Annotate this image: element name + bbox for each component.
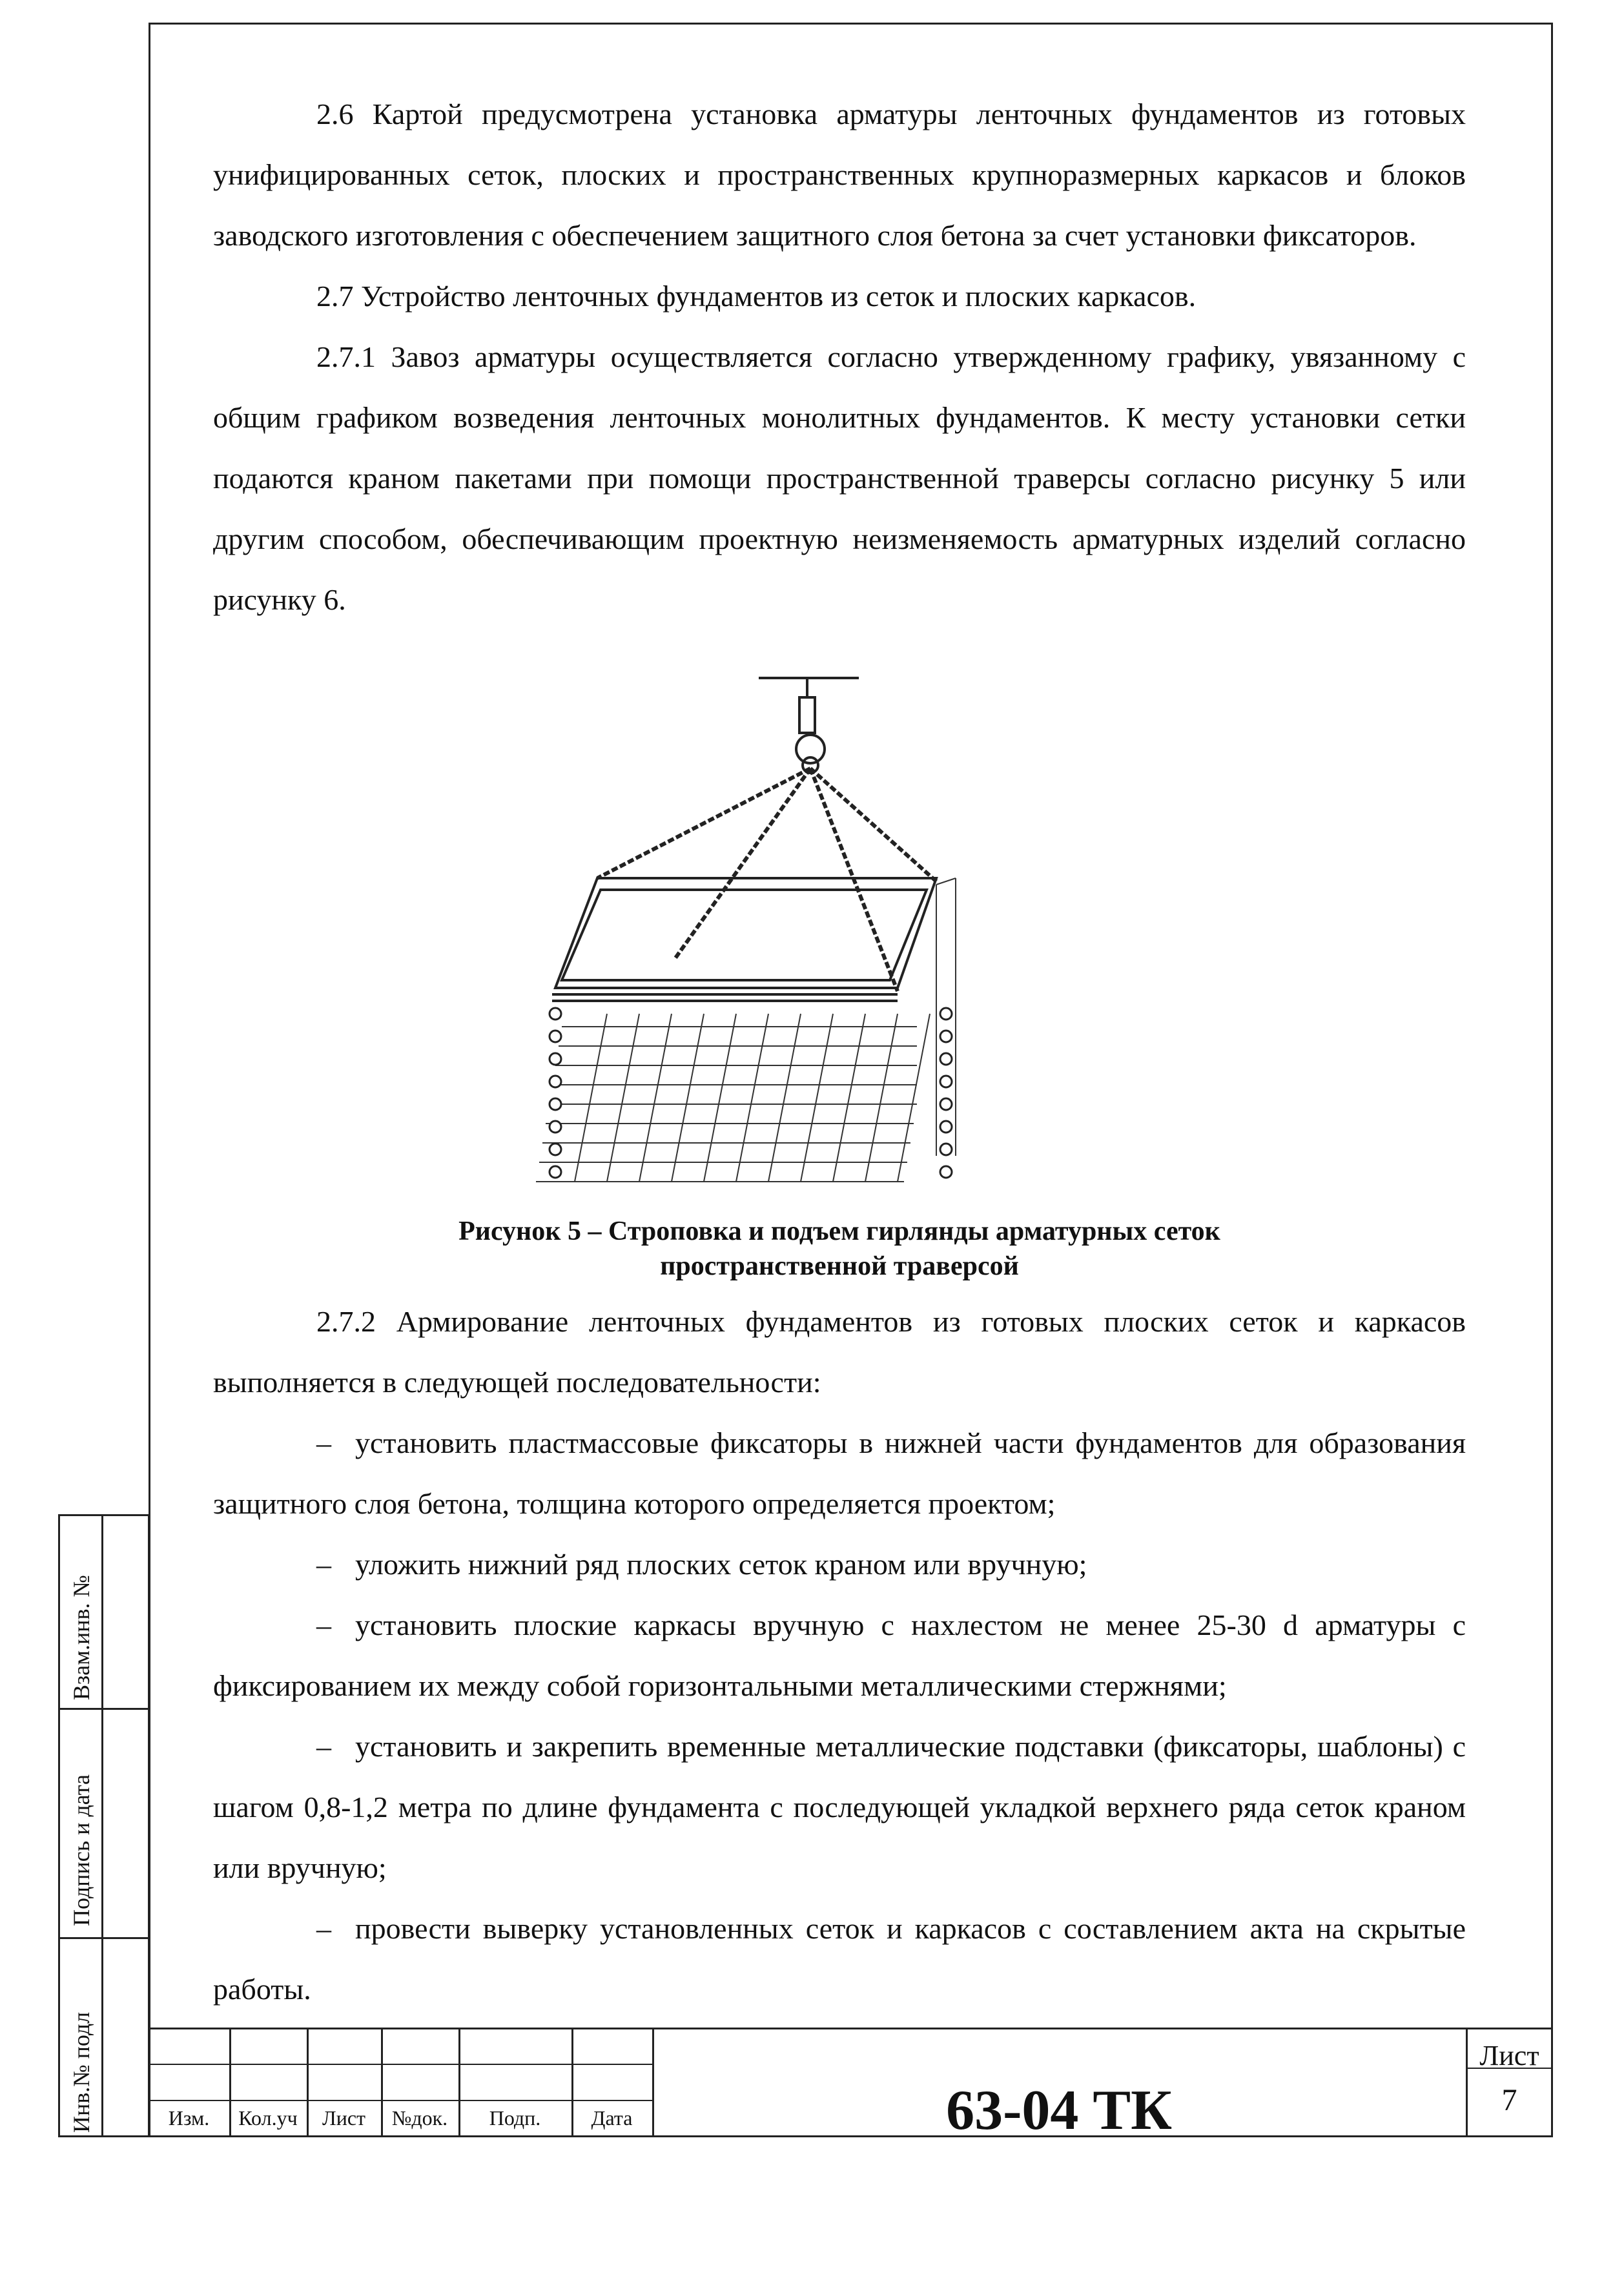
header-kol-uch: Кол.уч	[238, 2106, 298, 2130]
side-label-inventory: Инв.№ подл	[68, 2011, 94, 2133]
body-text-top	[213, 84, 1466, 630]
sheet-number: 7	[1501, 2083, 1517, 2117]
caption-line-1: Рисунок 5 – Строповка и подъем гирлянды арматурных сеток	[458, 1217, 1220, 1246]
slings	[597, 768, 936, 991]
dash-marker: –	[316, 1912, 331, 1945]
list-item	[213, 1534, 1466, 1595]
sheet-label: Лист	[1479, 2040, 1539, 2071]
list-item	[213, 1595, 1466, 1716]
list-item	[213, 1413, 1466, 1534]
side-label-replacement: Взам.инв. №	[68, 1575, 94, 1700]
title-block-row-line	[149, 2100, 652, 2101]
list-item-text: установить плоские каркасы вручную с нахлестом не менее 25-30 d арматуры с фиксированием их между собой горизонтальными металлическими стержнями;	[213, 1608, 1466, 1702]
caption-line-2: пространственной траверсой	[660, 1251, 1019, 1281]
side-label-signature-date: Подпись и дата	[68, 1774, 94, 1926]
reinforcement-mesh-stack	[536, 878, 956, 1182]
figure-caption	[213, 1214, 1466, 1284]
header-ndok: №док.	[391, 2106, 448, 2130]
crane-hook	[759, 678, 859, 773]
title-block-row-line	[149, 2064, 652, 2065]
paragraph-2-7: 2.7 Устройство ленточных фундаментов из сеток и плоских каркасов.	[316, 280, 1197, 313]
list-item	[213, 1716, 1466, 1898]
header-list: Лист	[322, 2106, 365, 2130]
paragraph-2-7-1: 2.7.1 Завоз арматуры осуществляется согласно утвержденному графику, увязанному с общим графиком возведения ленточных монолитных фундаментов. К месту установки сетки подаются краном пакетами при помощи пространственной траверсы согласно рисунку 5 или другим способом, обеспечивающим проектную неизменяемость арматурных изделий согласно рисунку 6.	[213, 340, 1466, 616]
list-item-text: установить и закрепить временные металлические подставки (фиксаторы, шаблоны) с шагом 0,8-1,2 метра по длине фундамента с последующей укладкой верхнего ряда сеток краном или вручную;	[213, 1730, 1466, 1884]
dash-marker: –	[316, 1730, 331, 1763]
list-item-text: установить пластмассовые фиксаторы в нижней части фундаментов для образования защитного слоя бетона, толщина которого определяется проектом;	[213, 1426, 1466, 1520]
document-code: 63-04 ТК	[946, 2079, 1172, 2142]
dash-marker: –	[316, 1608, 331, 1641]
list-item-text: уложить нижний ряд плоских сеток краном или вручную;	[355, 1548, 1087, 1581]
list-item-text: провести выверку установленных сеток и каркасов с составлением акта на скрытые работы.	[213, 1912, 1466, 2006]
list-item	[213, 1898, 1466, 2020]
paragraph-2-6: 2.6 Картой предусмотрена установка арматуры ленточных фундаментов из готовых унифицированных сеток, плоских и пространственных крупноразмерных каркасов и блоков заводского изготовления с обеспечением защитного слоя бетона за счет установки фиксаторов.	[213, 98, 1466, 252]
chain-links	[550, 1008, 952, 1178]
dash-marker: –	[316, 1548, 331, 1581]
header-izm: Изм.	[168, 2106, 210, 2130]
dash-marker: –	[316, 1426, 331, 1459]
body-text-bottom	[213, 1291, 1466, 2020]
header-podp: Подп.	[489, 2106, 541, 2130]
side-stamp	[58, 1514, 150, 2137]
paragraph-2-7-2: 2.7.2 Армирование ленточных фундаментов из готовых плоских сеток и каркасов выполняется в следующей последовательности:	[213, 1305, 1466, 1399]
figure-5-illustration	[536, 665, 1149, 1214]
header-data: Дата	[591, 2106, 633, 2130]
title-block-top-line	[149, 2028, 1553, 2029]
